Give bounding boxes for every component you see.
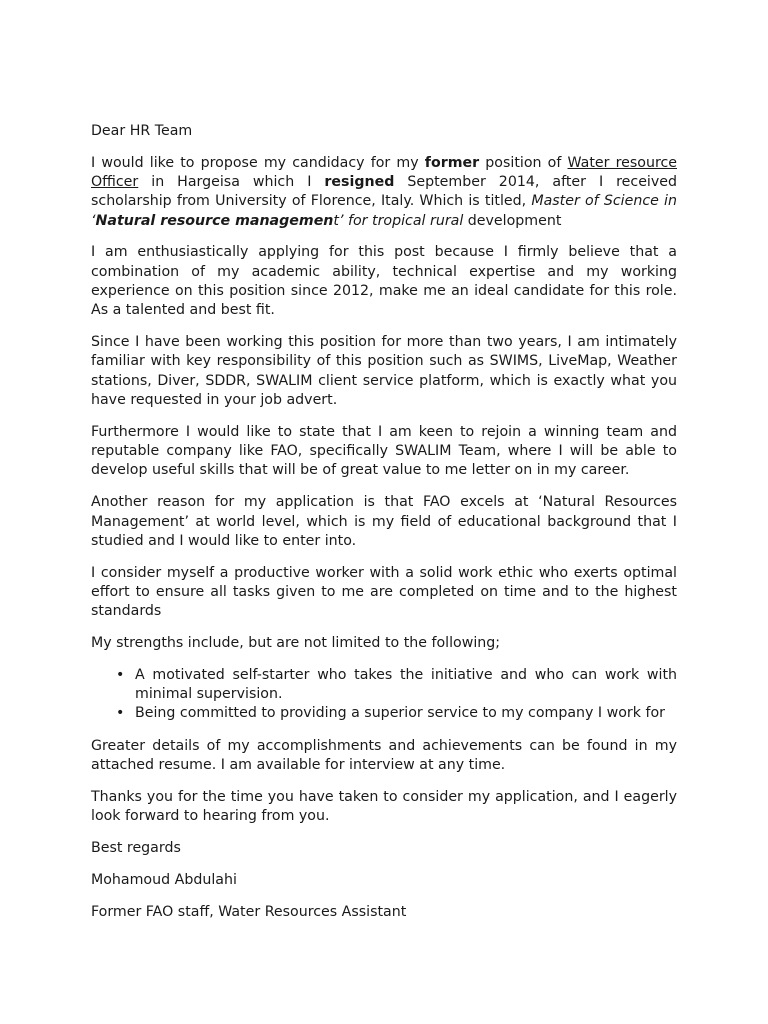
candidacy-text-3: in Hargeisa which I — [138, 174, 325, 191]
closing: Best regards — [91, 839, 181, 856]
paragraph-candidacy — [91, 154, 677, 231]
strengths-intro: My strengths include, but are not limited to the following; — [91, 635, 501, 652]
strengths-list — [91, 666, 677, 724]
degree-title-bold: Natural resource managemen — [95, 212, 334, 229]
list-item — [116, 666, 677, 705]
position-title: Water resource Officer — [91, 154, 677, 191]
paragraph-work-ethic: I consider myself a productive worker with a solid work ethic who exerts optimal effort to ensure all tasks given to me are completed on time and to the highest standards — [91, 564, 677, 620]
former-emphasis: former — [424, 154, 480, 171]
salutation: Dear HR Team — [91, 123, 193, 139]
paragraph-thanks: Thanks you for the time you have taken to consider my application, and I eagerly look forward to hearing from you. — [91, 788, 677, 825]
paragraph-experience: Since I have been working this position for more than two years, I am intimately familiar with key responsibility of this position such as SWIMS, LiveMap, Weather stations, Diver, SDDR, SWALIM client service platform, which is exactly what you have requested in your job advert. — [91, 334, 677, 409]
list-item — [116, 704, 677, 723]
paragraph-reason: Another reason for my application is that FAO excels at ‘Natural Resources Management’ at world level, which is my field of educational background that I studied and I would like to enter into. — [91, 494, 677, 549]
candidacy-text-2: position of — [479, 154, 568, 171]
candidacy-text-1: I would like to propose my candidacy for my — [91, 154, 425, 171]
signature-name: Mohamoud Abdulahi — [91, 871, 237, 888]
bullet-icon: • — [116, 705, 125, 722]
paragraph-resume: Greater details of my accomplishments and achievements can be found in my attached resume. I am available for interview at any time. — [91, 737, 677, 774]
bullet-icon: • — [116, 666, 125, 683]
strength-text: Being committed to providing a superior service to my company I work for — [135, 705, 665, 722]
strength-text: A motivated self-starter who takes the initiative and who can work with minimal supervision. — [135, 666, 677, 703]
paragraph-rejoin: Furthermore I would like to state that I am keen to rejoin a winning team and reputable company like FAO, specifically SWALIM Team, where I will be able to develop useful skills that will be of great value to me letter on in my career. — [91, 423, 677, 479]
degree-title-end: t’ for tropical rural — [333, 212, 464, 229]
cover-letter — [91, 122, 677, 934]
resigned-emphasis: resigned — [324, 174, 395, 191]
candidacy-text-4: September 2014, after I received scholarship from University of Florence, Italy. Which is titled, — [91, 174, 677, 210]
degree-title-start: Master of Science in ‘ — [91, 193, 677, 229]
signature-title: Former FAO staff, Water Resources Assistant — [91, 903, 407, 920]
paragraph-enthusiasm: I am enthusiastically applying for this post because I firmly believe that a combination of my academic ability, technical expertise and my working experience on this position since 2012, make me an ideal candidate for this role. As a talented and best fit. — [91, 244, 677, 319]
candidacy-text-5: development — [463, 212, 562, 229]
